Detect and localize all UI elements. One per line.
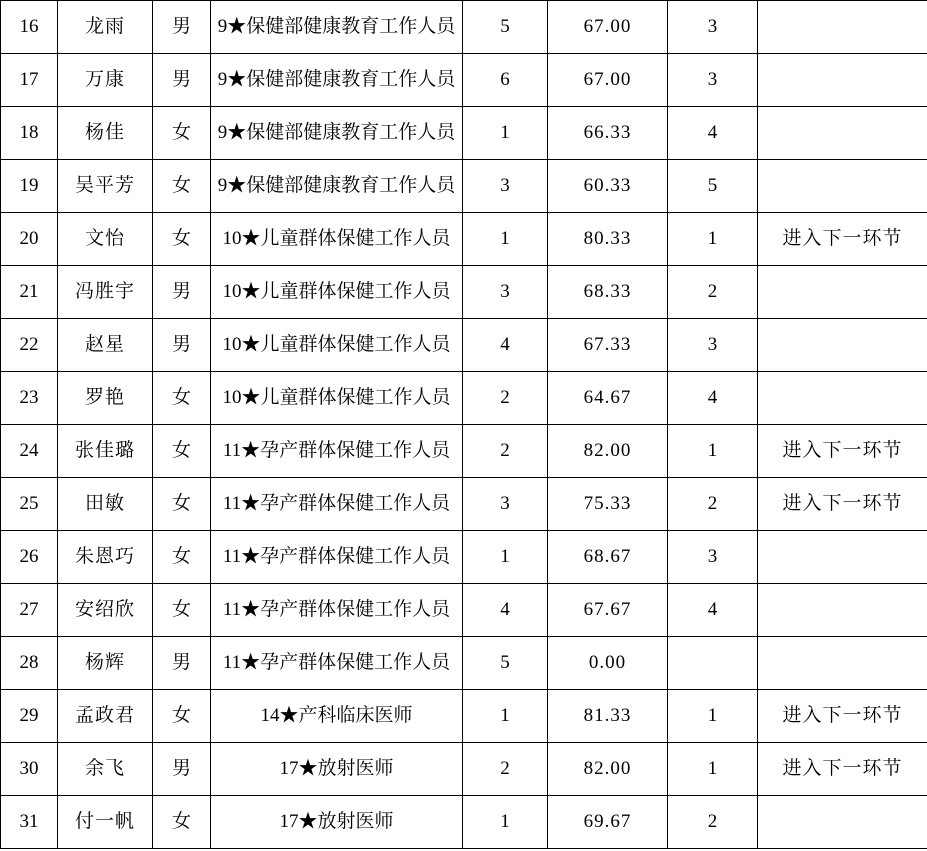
cell-rank: 3	[463, 266, 548, 319]
cell-rank: 4	[463, 319, 548, 372]
cell-score: 68.33	[548, 266, 668, 319]
cell-score: 64.67	[548, 372, 668, 425]
cell-sex: 女	[153, 425, 211, 478]
cell-name: 安绍欣	[58, 584, 153, 637]
cell-score: 60.33	[548, 160, 668, 213]
table-row	[1, 319, 927, 372]
cell-order: 4	[668, 107, 758, 160]
cell-sex: 男	[153, 743, 211, 796]
cell-sex: 男	[153, 319, 211, 372]
cell-index: 21	[1, 266, 58, 319]
cell-rank: 2	[463, 372, 548, 425]
cell-note	[758, 107, 927, 160]
cell-note	[758, 531, 927, 584]
cell-post: 14★产科临床医师	[211, 690, 463, 743]
cell-rank: 1	[463, 690, 548, 743]
cell-score: 81.33	[548, 690, 668, 743]
cell-post: 17★放射医师	[211, 743, 463, 796]
cell-rank: 4	[463, 584, 548, 637]
cell-order	[668, 637, 758, 690]
cell-score: 82.00	[548, 743, 668, 796]
cell-post: 11★孕产群体保健工作人员	[211, 584, 463, 637]
cell-name: 罗艳	[58, 372, 153, 425]
cell-name: 赵星	[58, 319, 153, 372]
cell-score: 0.00	[548, 637, 668, 690]
table-row	[1, 213, 927, 266]
cell-index: 23	[1, 372, 58, 425]
cell-post: 11★孕产群体保健工作人员	[211, 531, 463, 584]
cell-name: 文怡	[58, 213, 153, 266]
cell-name: 吴平芳	[58, 160, 153, 213]
table-body	[1, 1, 927, 849]
table-row	[1, 107, 927, 160]
cell-note	[758, 796, 927, 849]
cell-score: 69.67	[548, 796, 668, 849]
cell-index: 24	[1, 425, 58, 478]
cell-name: 杨辉	[58, 637, 153, 690]
cell-post: 10★儿童群体保健工作人员	[211, 319, 463, 372]
cell-post: 11★孕产群体保健工作人员	[211, 425, 463, 478]
cell-rank: 1	[463, 531, 548, 584]
cell-rank: 1	[463, 213, 548, 266]
cell-index: 26	[1, 531, 58, 584]
cell-rank: 1	[463, 107, 548, 160]
cell-note	[758, 319, 927, 372]
cell-note: 进入下一环节	[758, 690, 927, 743]
table-row	[1, 425, 927, 478]
cell-order: 3	[668, 531, 758, 584]
cell-rank: 2	[463, 425, 548, 478]
cell-order: 4	[668, 584, 758, 637]
cell-rank: 2	[463, 743, 548, 796]
cell-name: 龙雨	[58, 1, 153, 54]
cell-order: 1	[668, 213, 758, 266]
cell-score: 68.67	[548, 531, 668, 584]
cell-name: 张佳璐	[58, 425, 153, 478]
cell-index: 28	[1, 637, 58, 690]
cell-index: 27	[1, 584, 58, 637]
cell-order: 3	[668, 1, 758, 54]
table-row	[1, 1, 927, 54]
cell-index: 20	[1, 213, 58, 266]
cell-name: 田敏	[58, 478, 153, 531]
cell-sex: 男	[153, 1, 211, 54]
cell-order: 3	[668, 54, 758, 107]
cell-index: 25	[1, 478, 58, 531]
cell-post: 9★保健部健康教育工作人员	[211, 1, 463, 54]
cell-score: 75.33	[548, 478, 668, 531]
cell-score: 67.67	[548, 584, 668, 637]
cell-order: 4	[668, 372, 758, 425]
cell-order: 2	[668, 796, 758, 849]
cell-score: 80.33	[548, 213, 668, 266]
cell-note: 进入下一环节	[758, 743, 927, 796]
cell-order: 1	[668, 743, 758, 796]
cell-sex: 女	[153, 796, 211, 849]
cell-index: 31	[1, 796, 58, 849]
cell-note	[758, 372, 927, 425]
cell-rank: 1	[463, 796, 548, 849]
cell-sex: 女	[153, 107, 211, 160]
cell-post: 10★儿童群体保健工作人员	[211, 266, 463, 319]
cell-name: 余飞	[58, 743, 153, 796]
cell-note: 进入下一环节	[758, 425, 927, 478]
cell-name: 杨佳	[58, 107, 153, 160]
cell-note	[758, 160, 927, 213]
cell-rank: 3	[463, 160, 548, 213]
cell-sex: 女	[153, 213, 211, 266]
cell-post: 9★保健部健康教育工作人员	[211, 160, 463, 213]
table-row	[1, 54, 927, 107]
cell-note	[758, 637, 927, 690]
cell-index: 29	[1, 690, 58, 743]
cell-order: 2	[668, 266, 758, 319]
cell-post: 11★孕产群体保健工作人员	[211, 637, 463, 690]
cell-post: 17★放射医师	[211, 796, 463, 849]
table-row	[1, 743, 927, 796]
table-row	[1, 478, 927, 531]
table-row	[1, 531, 927, 584]
cell-index: 30	[1, 743, 58, 796]
cell-rank: 5	[463, 1, 548, 54]
table-row	[1, 690, 927, 743]
cell-order: 2	[668, 478, 758, 531]
cell-order: 5	[668, 160, 758, 213]
table-row	[1, 796, 927, 849]
cell-name: 付一帆	[58, 796, 153, 849]
cell-rank: 3	[463, 478, 548, 531]
cell-order: 1	[668, 425, 758, 478]
cell-index: 17	[1, 54, 58, 107]
cell-sex: 女	[153, 372, 211, 425]
table-row	[1, 160, 927, 213]
cell-score: 66.33	[548, 107, 668, 160]
cell-note	[758, 1, 927, 54]
cell-name: 万康	[58, 54, 153, 107]
cell-sex: 男	[153, 637, 211, 690]
cell-sex: 女	[153, 531, 211, 584]
table-row	[1, 584, 927, 637]
cell-post: 9★保健部健康教育工作人员	[211, 54, 463, 107]
cell-index: 16	[1, 1, 58, 54]
cell-sex: 女	[153, 584, 211, 637]
cell-order: 1	[668, 690, 758, 743]
cell-index: 19	[1, 160, 58, 213]
cell-name: 冯胜宇	[58, 266, 153, 319]
cell-index: 18	[1, 107, 58, 160]
cell-score: 82.00	[548, 425, 668, 478]
cell-post: 11★孕产群体保健工作人员	[211, 478, 463, 531]
cell-sex: 女	[153, 690, 211, 743]
cell-note: 进入下一环节	[758, 213, 927, 266]
cell-name: 朱恩巧	[58, 531, 153, 584]
cell-index: 22	[1, 319, 58, 372]
cell-name: 孟政君	[58, 690, 153, 743]
cell-note	[758, 54, 927, 107]
cell-post: 10★儿童群体保健工作人员	[211, 213, 463, 266]
cell-sex: 女	[153, 478, 211, 531]
cell-rank: 5	[463, 637, 548, 690]
cell-sex: 男	[153, 54, 211, 107]
cell-note	[758, 266, 927, 319]
cell-score: 67.33	[548, 319, 668, 372]
cell-sex: 男	[153, 266, 211, 319]
cell-post: 9★保健部健康教育工作人员	[211, 107, 463, 160]
table-row	[1, 637, 927, 690]
cell-post: 10★儿童群体保健工作人员	[211, 372, 463, 425]
cell-note	[758, 584, 927, 637]
table-row	[1, 372, 927, 425]
cell-score: 67.00	[548, 54, 668, 107]
cell-sex: 女	[153, 160, 211, 213]
cell-order: 3	[668, 319, 758, 372]
table-row	[1, 266, 927, 319]
cell-score: 67.00	[548, 1, 668, 54]
cell-rank: 6	[463, 54, 548, 107]
cell-note: 进入下一环节	[758, 478, 927, 531]
